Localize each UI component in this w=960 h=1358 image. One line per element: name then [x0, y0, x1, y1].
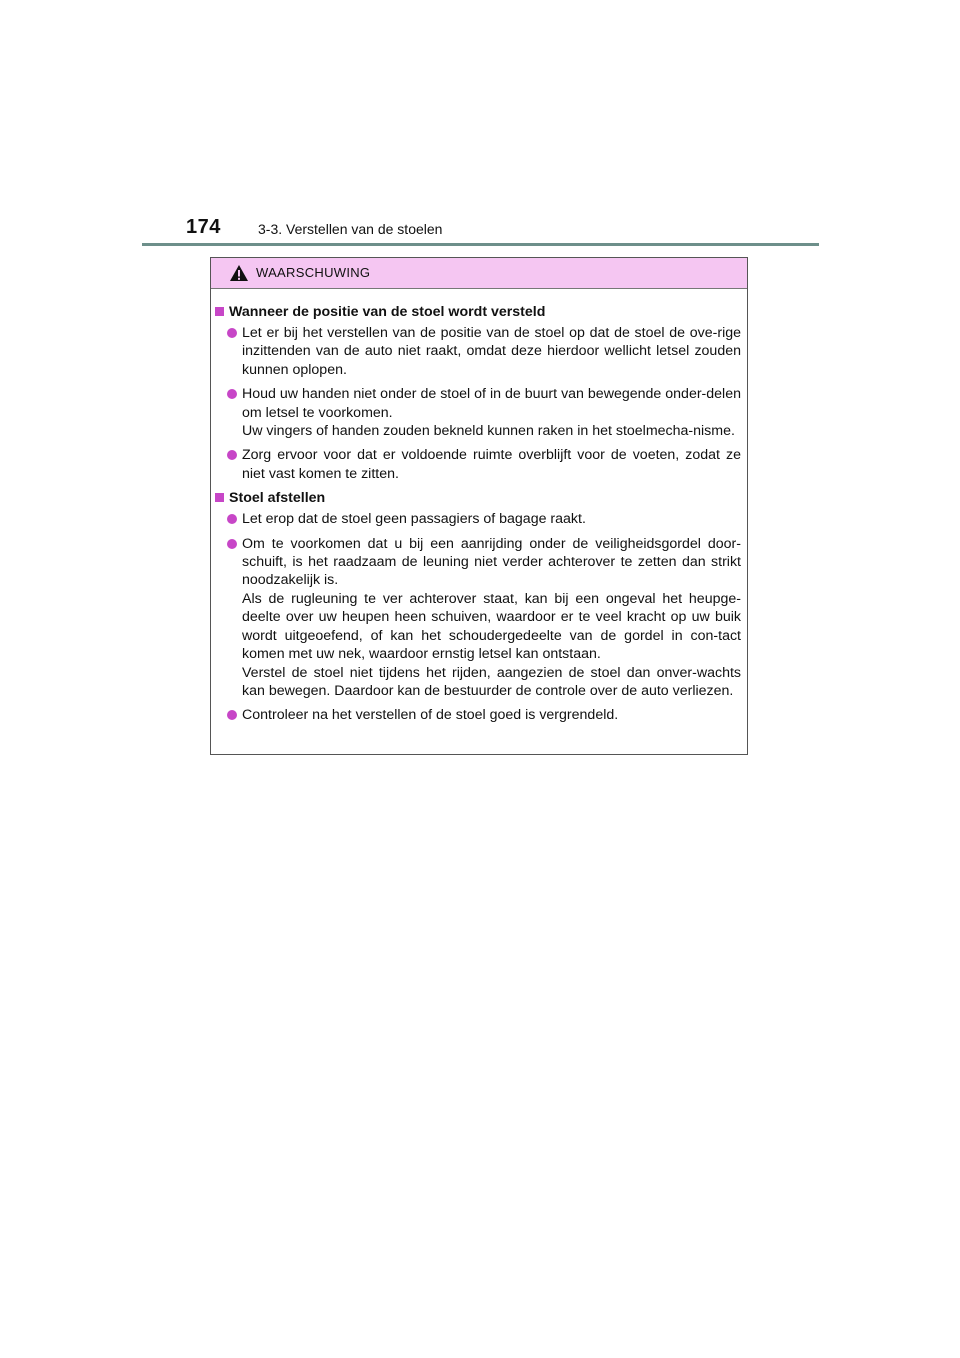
item-text: Uw vingers of handen zouden bekneld kunnen raken in het stoelmecha-nisme. — [242, 423, 735, 440]
warning-box — [210, 257, 748, 755]
section-title: 3-3. Verstellen van de stoelen — [258, 221, 443, 237]
dot-bullet-icon — [227, 514, 237, 524]
square-bullet-icon — [215, 307, 224, 316]
section-heading — [211, 303, 747, 322]
section-heading — [211, 489, 747, 508]
list-item — [211, 535, 747, 701]
warning-body — [211, 300, 747, 731]
item-text: Verstel de stoel niet tijdens het rijden, aangezien de stoel dan onver-wachts kan bewegen. Daardoor kan de bestuurder de controle over de auto verliezen. — [242, 664, 741, 699]
section-heading-text: Wanneer de positie van de stoel wordt versteld — [229, 304, 546, 320]
list-item — [211, 510, 747, 528]
page-number: 174 — [186, 216, 221, 238]
item-text: Als de rugleuning te ver achterover staat, kan bij een ongeval het heupge-deelte over uw heupen heen schuiven, waardoor er te veel kracht op uw buik wordt uitgeoefend, of kan het schoudergedeelte van de gordel in con-tact komen met uw nek, waardoor ernstig letsel kan ontstaan. — [242, 590, 741, 663]
list-item — [211, 385, 747, 440]
item-text: Let er bij het verstellen van de positie van de stoel op dat de stoel de ove-rige inzittenden van de auto niet raakt, omdat deze hierdoor wellicht letsel zouden kunnen oplopen. — [242, 325, 741, 378]
item-text: Zorg ervoor voor dat er voldoende ruimte overblijft voor de voeten, zodat ze niet vast komen te zitten. — [242, 447, 741, 482]
list-item — [211, 706, 747, 724]
dot-bullet-icon — [227, 539, 237, 549]
dot-bullet-icon — [227, 450, 237, 460]
list-item — [211, 324, 747, 379]
dot-bullet-icon — [227, 328, 237, 338]
item-text: Let erop dat de stoel geen passagiers of bagage raakt. — [242, 511, 586, 528]
dot-bullet-icon — [227, 389, 237, 399]
warning-title: WAARSCHUWING — [256, 265, 371, 280]
item-text: Houd uw handen niet onder de stoel of in de buurt van bewegende onder-delen om letsel te voorkomen. — [242, 386, 741, 421]
item-text: Om te voorkomen dat u bij een aanrijding onder de veiligheidsgordel door-schuift, is het raadzaam de leuning niet verder achterover te zetten dan strikt noodzakelijk is. — [242, 535, 741, 589]
dot-bullet-icon — [227, 710, 237, 720]
warning-triangle-icon — [229, 264, 249, 282]
list-item — [211, 446, 747, 483]
warning-header — [211, 258, 747, 289]
section-heading-text: Stoel afstellen — [229, 490, 326, 507]
item-text: Controleer na het verstellen of de stoel goed is vergrendeld. — [242, 707, 619, 724]
header-rule — [142, 243, 819, 246]
square-bullet-icon — [215, 493, 224, 502]
